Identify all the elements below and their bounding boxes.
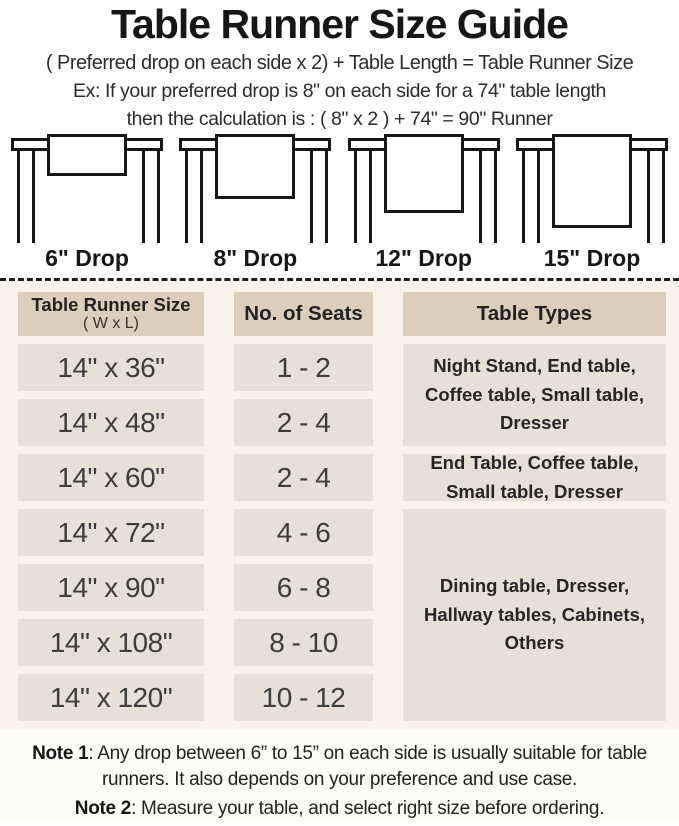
column-header-runner-size — [18, 292, 204, 336]
table-with-runner-figure — [179, 134, 331, 243]
drop-diagram-8 — [179, 134, 331, 272]
size-cell: 14" x 48" — [18, 399, 204, 446]
drop-diagrams-section — [0, 131, 679, 281]
size-cell: 14" x 108" — [18, 619, 204, 666]
drop-diagram-15 — [516, 134, 668, 272]
table-leg-right — [310, 150, 328, 243]
drop-label: 8" Drop — [213, 245, 298, 272]
notes-section — [0, 729, 679, 822]
seats-cell: 8 - 10 — [234, 619, 373, 666]
size-cell: 14" x 36" — [18, 344, 204, 391]
size-cell: 14" x 60" — [18, 454, 204, 501]
drop-diagram-12 — [348, 134, 500, 272]
drop-label: 6" Drop — [45, 245, 129, 272]
seats-cell: 10 - 12 — [234, 674, 373, 721]
size-cell: 14" x 90" — [18, 564, 204, 611]
runner-shape — [384, 134, 464, 213]
table-leg-left — [522, 150, 540, 243]
column-header-table-types: Table Types — [403, 292, 666, 336]
note-2-label: Note 2 — [74, 798, 132, 820]
column-header-seats: No. of Seats — [234, 292, 373, 336]
drop-diagram-6 — [11, 134, 163, 272]
note-1-text: : Any drop between 6” to 15” on each side is usually suitable for table runners. It also depends on your preference and use case. — [88, 743, 647, 791]
seats-cell: 1 - 2 — [234, 344, 373, 391]
example-line-1: Ex: If your preferred drop is 8" on each side for a 74" table length — [73, 80, 606, 103]
size-cell: 14" x 120" — [18, 674, 204, 721]
column-header-runner-size-text: Table Runner Size ( W x L) — [31, 293, 191, 333]
drop-label: 12" Drop — [375, 245, 472, 272]
table-with-runner-figure — [11, 134, 163, 243]
table-types-group-cell: Dining table, Dresser, Hallway tables, Cabinets, Others — [403, 509, 666, 721]
runner-shape — [215, 134, 295, 199]
table-leg-left — [354, 150, 372, 243]
seats-cell: 6 - 8 — [234, 564, 373, 611]
seats-cell: 2 - 4 — [234, 399, 373, 446]
table-leg-left — [17, 150, 35, 243]
table-leg-left — [185, 150, 203, 243]
note-2-text: : Measure your table, and select right size before ordering. — [131, 798, 605, 820]
note-1 — [4, 741, 675, 793]
table-leg-right — [479, 150, 497, 243]
seats-cell: 4 - 6 — [234, 509, 373, 556]
table-leg-right — [142, 150, 160, 243]
table-types-group-cell: End Table, Coffee table, Small table, Dresser — [403, 454, 666, 501]
header-section — [0, 0, 679, 131]
size-table-section — [0, 281, 679, 729]
size-cell: 14" x 72" — [18, 509, 204, 556]
example-line-2: then the calculation is : ( 8" x 2 ) + 74" = 90" Runner — [126, 108, 553, 131]
runner-shape — [47, 134, 127, 176]
drop-label: 15" Drop — [543, 245, 641, 272]
table-with-runner-figure — [348, 134, 500, 243]
note-1-label: Note 1 — [32, 743, 89, 765]
runner-shape — [552, 134, 632, 228]
formula-text: ( Preferred drop on each side x 2) + Table Length = Table Runner Size — [45, 52, 634, 75]
size-table — [18, 292, 666, 721]
page-title: Table Runner Size Guide — [111, 1, 568, 47]
note-2 — [4, 796, 675, 822]
seats-cell: 2 - 4 — [234, 454, 373, 501]
table-with-runner-figure — [516, 134, 668, 243]
table-leg-right — [647, 150, 665, 243]
table-types-group-cell: Night Stand, End table, Coffee table, Small table, Dresser — [403, 344, 666, 446]
